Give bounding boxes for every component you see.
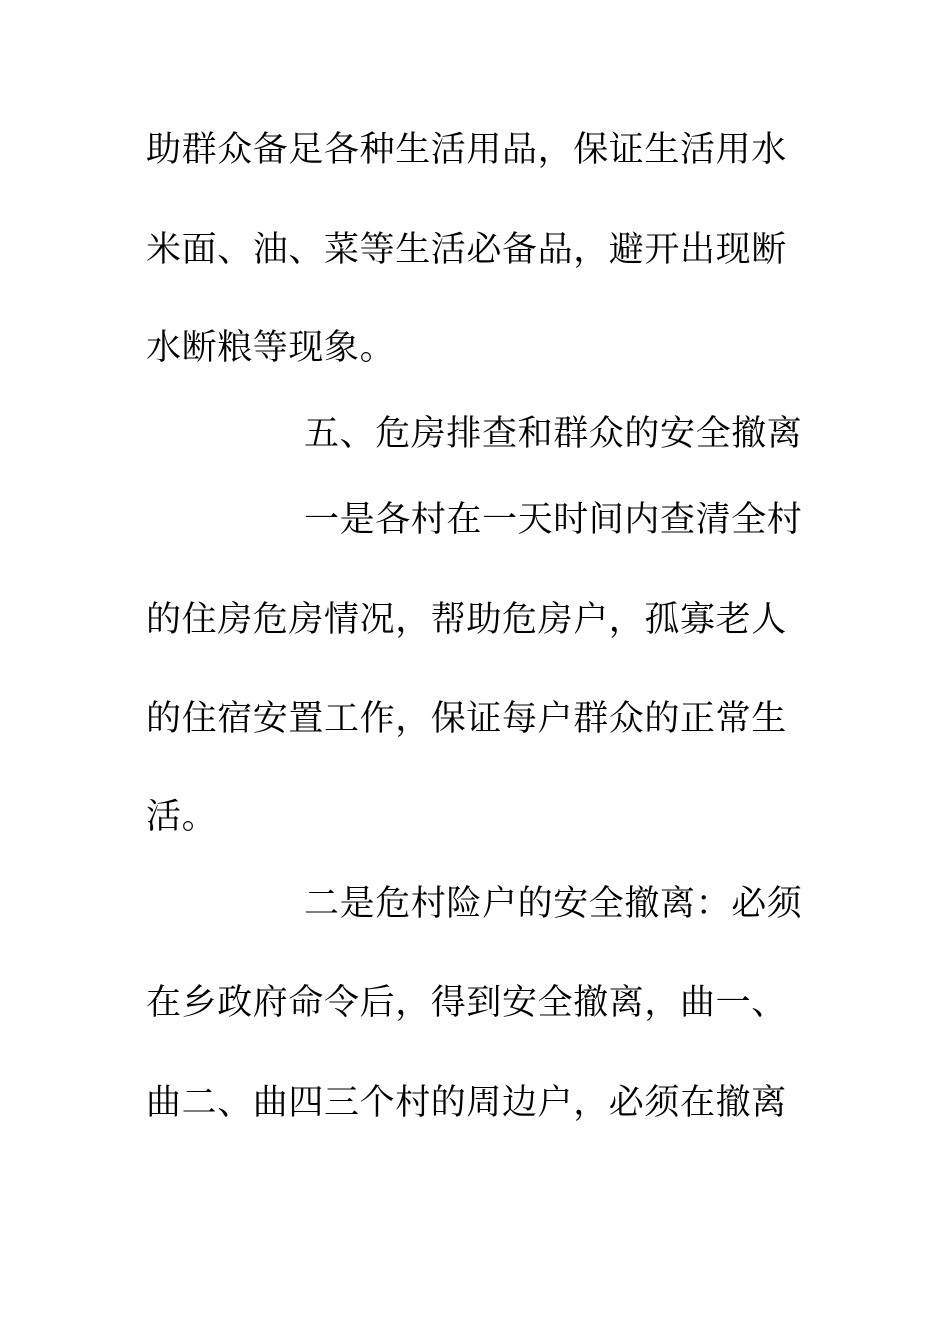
text-line-5: 一是各村在一天时间内查清全村 <box>304 500 803 540</box>
text-line-2: 米面、油、菜等生活必备品，避开出现断 <box>146 230 787 270</box>
text-line-7: 的住宿安置工作，保证每户群众的正常生 <box>146 699 787 739</box>
section-heading: 五、危房排查和群众的安全撤离 <box>304 414 803 454</box>
text-line-6: 的住房危房情况，帮助危房户，孤寡老人 <box>146 600 787 640</box>
text-line-8: 活。 <box>146 797 218 837</box>
text-line-11: 曲二、曲四三个村的周边户，必须在撤离 <box>146 1083 787 1123</box>
text-line-1: 助群众备足各种生活用品，保证生活用水 <box>146 130 787 170</box>
text-line-3: 水断粮等现象。 <box>146 328 396 368</box>
text-line-10: 在乡政府命令后，得到安全撤离，曲一、 <box>146 983 787 1023</box>
text-line-9: 二是危村险户的安全撤离：必须 <box>304 884 803 924</box>
